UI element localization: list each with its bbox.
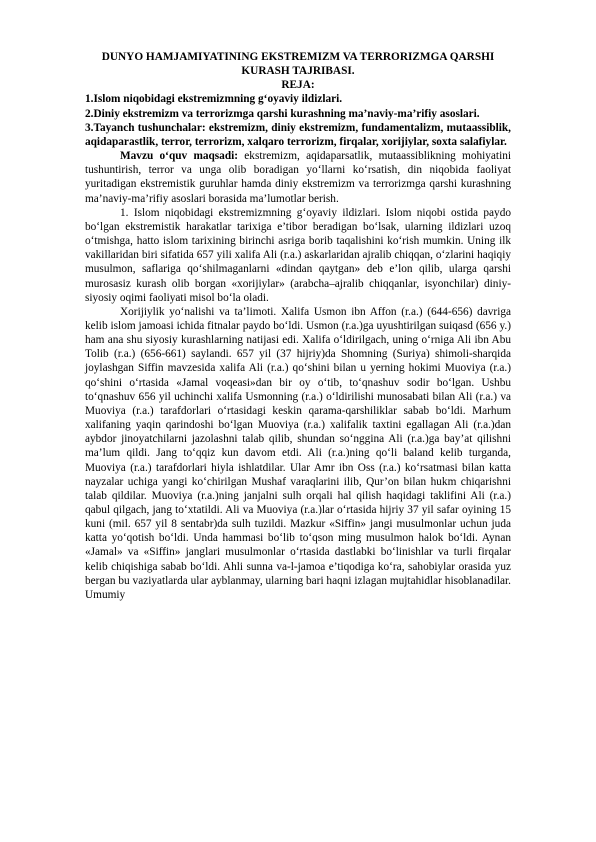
plan-item-1: 1.Islom niqobidagi ekstremizmning g‘oyaviy ildizlari. [85, 93, 343, 106]
document-page [85, 50, 511, 602]
plan-item-3: 3.Tayanch tushunchalar: ekstremizm, diniy ekstremizm, fundamentalizm, mutaassiblik, aqidaparastlik, terror, terrorizm, xalqaro terrorizm, firqalar, xorijiylar, soxta salafiylar. [85, 121, 511, 148]
goal-label: Mavzu o‘quv maqsadi: [120, 150, 239, 163]
plan-item-2: 2.Diniy ekstremizm va terrorizmga qarshi kurashning ma’naviy-ma’rifiy asoslari. [85, 107, 480, 120]
goal-paragraph [85, 149, 511, 206]
goal-text: ekstremizm, aqidaparsatlik, mutaassiblikning mohiyatini tushuntirish, terror va unga olib boradigan yo‘llarni ko‘rsatish, din niqobida faoliyat yuritadigan ekstremistik guruhlar hamda diniy ekstremizm va terrorizmga qarshi kurashning ma’naviy-ma’rifiy asoslari borasida ma’lumotlar berish. [85, 150, 511, 205]
plan-heading: REJA: [281, 79, 315, 92]
body-paragraph-2: Xorijiylik yo‘nalishi va ta’limoti. Xalifa Usmon ibn Affon (r.a.) (644-656) davriga kelib islom jamoasi ichida fitnalar paydo bo‘ldi. Usmon (r.a.)ga uyushtirilgan suiqasd (656 y.) ham ana shu siyosiy kurashlarning natijasi edi. Xalifa o‘ldirilgach, uning o‘rniga Ali ibn Abu Tolib (r.a.) (656-661) saylandi. 657 yil (37 hijriy)da Shomning (Suriya) shimoli-sharqida joylashgan Siffin mavzesida xalifa Ali (r.a.) qo‘shini bilan u yerning hokimi Muoviya (r.a.) qo‘shini o‘rtasida «Jamal voqeasi»dan bir oy o‘tib, to‘qnashuv sodir bo‘lgan. Ushbu to‘qnashuv 656 yil uchinchi xalifa Usmonning (r.a.) o‘ldirilishi munosabati bilan Ali (r.a.) va Muoviya (r.a.) tarafdorlari o‘rtasidagi keskin qarama-qarshiliklar sabab bo‘ldi. Marhum xalifaning yaqin qarindoshi bo‘lgan Muoviya (r.a.) xalifalik taxtini egallagan Ali (r.a.)dan aybdor jinoyatchilarni jazolashni talab qilib, shundan so‘nggina Ali (r.a.)ga bay’at qilishni ma’lum qildi. Jang to‘qqiz kun davom etdi. Ali (r.a.)ning qo‘li baland kelib turganda, Muoviya (r.a.) tarafdorlari hiyla ishlatdilar. Ular Amr ibn Oss (r.a.) ko‘rsatmasi bilan katta nayzalar uchiga yangi ko‘chirilgan Mushaf varaqlarini ilib, Qur’on bilan hukm chiqarishni talab qildilar. Muoviya (r.a.)ning janjalni sulh orqali hal qilish haqidagi taklifini Ali (r.a.) qabul qilgach, jang to‘xtatildi. Ali va Muoviya (r.a.)lar o‘rtasida hijriy 37 yil safar oyining 15 kuni (mil. 657 yil 8 sentabr)da sulh tuzildi. Mazkur «Siffin» jangi musulmonlar uchun juda katta yo‘qotish bo‘ldi. Unda hammasi bo‘lib to‘qson ming musulmon halok bo‘ldi. Aynan «Jamal» va «Siffin» janglari musulmonlar o‘rtasida dastlabki bo‘linishlar va turli firqalar kelib chiqishiga sabab bo‘ldi. Ahli sunna va-l-jamoa e’tiqodiga ko‘ra, sahobiylar orasida yuz bergan bu vaziyatlarda ular ayblanmay, ularning bari haqni izlagan mujtahidlar hisoblanadilar. Umumiy [85, 305, 511, 601]
document-title: DUNYO HAMJAMIYATINING EKSTREMIZM VA TERRORIZMGA QARSHI KURASH TAJRIBASI. [101, 51, 495, 78]
body-paragraph-1: 1. Islom niqobidagi ekstremizmning g‘oyaviy ildizlari. Islom niqobi ostida paydo bo‘lgan ekstremistik harakatlar tarixiga e’tibor beradigan bo‘lsak, ularning ildizlari uzoq o‘tmishga, hatto islom tarixining birinchi asriga borib taqalishini ko‘rish mumkin. Uning ilk vakillaridan biri sifatida 657 yili xalifa Ali (r.a.) askarlaridan ajralib chiqqan, o‘zlarini haqiqiy musulmon, saflariga qo‘shilmaganlarni «dindan qaytgan» deb e’lon qilib, ularga qarshi murosasiz kurash olib borgan «xorijiylar» (arabcha–ajralib chiqqanlar, isyonchilar) diniy-siyosiy oqimi faoliyati misol bo‘la oladi. [85, 206, 511, 304]
